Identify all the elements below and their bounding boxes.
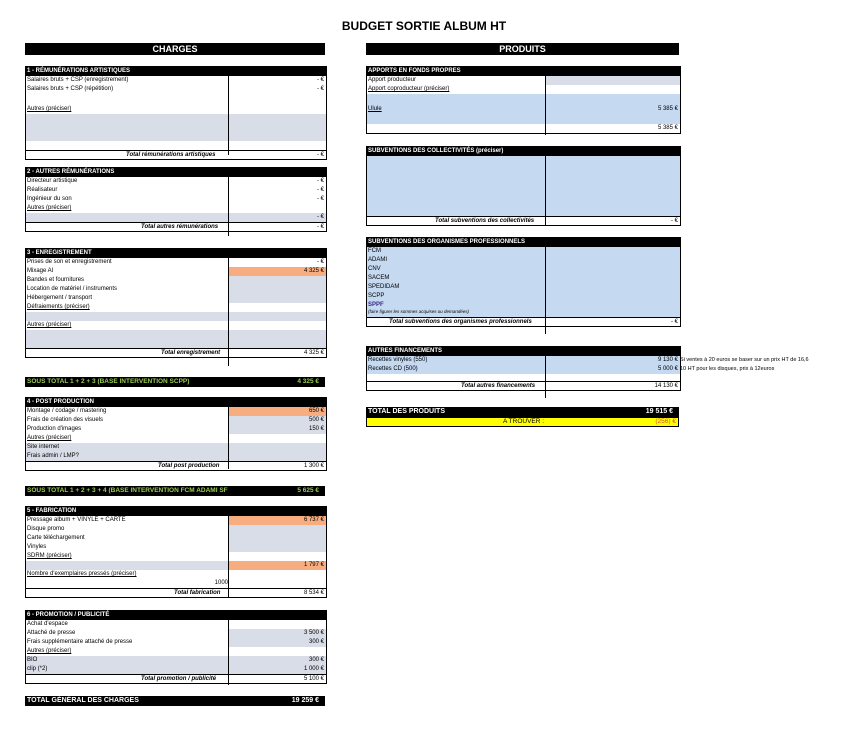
total-value: 4 325 € [303,350,324,356]
row-label: Salaires bruts + CSP (répétition) [27,86,114,92]
row-value: 5 000 € [657,366,678,372]
total-des-produits [366,407,679,417]
total-value: 5 100 € [303,676,324,682]
row-label: Autres (préciser) [27,648,72,654]
row-label: Ingénieur du son [27,196,72,202]
row-value: 6 737 € [303,517,324,523]
row-value: 3 500 € [303,630,324,636]
sous-total-2 [25,486,325,496]
row-value: - € [316,178,324,184]
section-title: 3 - ENREGISTREMENT [27,250,92,256]
row-label: Directeur artistique [27,178,78,184]
section-enregistrement [25,248,327,358]
row-label: Mixage AI [27,268,54,274]
row-label: Frais admin / LMP? [27,453,80,459]
row-label: Hébergement / transport [27,295,93,301]
row-value: - € [316,259,324,265]
note: (faire figurer les sommes acquises ou demandées) [368,309,470,314]
total-general-charges [25,696,325,706]
row-label: Achat d'espace [27,621,68,627]
section-post-production [25,397,327,471]
section-autres-remunerations [25,167,327,232]
row-label: SPEDIDAM [368,284,400,290]
row-label: Frais supplémentaire attaché de presse [27,639,133,645]
row-label: Pressage album + VINYLE + CARTE [27,517,126,523]
row-label: BIO [27,657,38,663]
sous-total-1 [25,377,325,387]
section-fabrication [25,506,327,598]
row-label: Autres (préciser) [27,106,72,112]
row-label: SPPF [368,302,384,308]
section-organismes [366,237,681,327]
row-value: - € [316,196,324,202]
section-autres-financements [366,346,681,391]
total-value: 8 534 € [303,590,324,596]
row-label: Location de matériel / instruments [27,286,118,292]
section-title: SUBVENTIONS DES COLLECTIVITÉS (préciser) [368,148,504,154]
row-value: - € [316,86,324,92]
section-title: 6 - PROMOTION / PUBLICITÉ [27,612,110,618]
section-promotion [25,610,327,684]
sous-total-label: SOUS TOTAL 1 + 2 + 3 + 4 (BASE INTERVENTION FCM ADAMI SF [27,487,228,494]
total-label: Total subventions des organismes professionnels [389,319,532,325]
row-value: 1 000 € [303,666,324,672]
section-title: 2 - AUTRES RÉMUNÉRATIONS [27,169,115,175]
section-title: 5 - FABRICATION [27,508,77,514]
row-value: - € [316,214,324,220]
row-label: Salaires bruts + CSP (enregistrement) [27,77,129,83]
row-value: - € [316,77,324,83]
row-value: 150 € [308,426,324,432]
row-value: 300 € [308,657,324,663]
section-title: 4 - POST PRODUCTION [27,399,95,405]
section-title: 1 - RÉMUNÉRATIONS ARTISTIQUES [27,68,131,74]
row-value: 9 130 € [657,357,678,363]
total-value: - € [670,218,678,224]
page-title: BUDGET SORTIE ALBUM HT [341,19,507,33]
total-value: 14 130 € [654,383,678,389]
row-label: Apport producteur [368,77,417,83]
total-label: Total autres financements [461,383,536,389]
a-trouver-label: A TROUVER : [503,418,545,425]
produits-header: PRODUITS [366,43,679,55]
row-value: 5 385 € [657,106,678,112]
qty-value: 1000 [214,580,228,586]
row-label: SDRM (préciser) [27,553,72,559]
row-value: 650 € [308,408,324,414]
row-label: CNV [368,266,381,272]
row-label: Autres (préciser) [27,435,72,441]
row-label: Autres (préciser) [27,322,72,328]
charges-header: CHARGES [25,43,325,55]
row-value: 4 325 € [303,268,324,274]
row-label: Disque promo [27,526,65,532]
section-title: APPORTS EN FONDS PROPRES [368,68,461,74]
row-label: ADAMI [368,257,388,263]
row-label: Attaché de presse [27,630,76,636]
row-label: Site internet [27,444,60,450]
total-produits-value: 19 515 € [645,408,673,415]
total-label: Total subventions des collectivités [435,218,535,224]
row-label: Ulule [368,106,382,112]
total-value: - € [670,319,678,325]
row-label: Prises de son et enregistrement [27,259,112,265]
row-label: Autres (préciser) [27,205,72,211]
row-value: 300 € [308,639,324,645]
row-label: Recettes CD (500) [368,366,418,372]
row-label: Apport coproducteur (préciser) [368,86,450,92]
row-label: Bandes et fournitures [27,277,85,283]
total-label: Total fabrication [174,590,221,596]
row-label: Recettes vinyles (550) [368,357,428,363]
total-label: Total enregistrement [161,350,221,356]
section-title: AUTRES FINANCEMENTS [368,348,443,354]
sous-total-value: 4 325 € [297,378,319,385]
section-apports [366,66,681,134]
total-value: - € [316,152,324,158]
grand-total-value: 19 259 € [291,697,319,704]
section-remunerations-artistiques [25,66,327,160]
total-produits-label: TOTAL DES PRODUITS [368,408,446,415]
note-cd: 10 HT pour les disques, prix à 12euros [680,366,775,372]
a-trouver-row [366,417,679,427]
total-label: Total promotion / publicité [141,676,217,682]
row-label: SACEM [368,275,390,281]
row-label: Vinyles [27,544,47,550]
sous-total-value: 5 625 € [297,487,319,494]
row-label: Montage / codage / mastering [27,408,107,414]
section-title: SUBVENTIONS DES ORGANISMES PROFESSIONNELS [368,239,526,245]
row-label: SCPP [368,293,385,299]
total-label: Total rémunérations artistiques [126,152,216,158]
total-value: 5 385 € [657,125,678,131]
grand-total-label: TOTAL GÉNÉRAL DES CHARGES [27,697,139,704]
section-collectivites [366,146,681,226]
row-value: 500 € [308,417,324,423]
row-label: clip (*2) [27,666,48,672]
note-vinyles: Si ventes à 20 euros se baser sur un prix HT de 16,6 [680,357,809,363]
total-value: 1 300 € [303,463,324,469]
row-value: - € [316,187,324,193]
sous-total-label: SOUS TOTAL 1 + 2 + 3 (BASE INTERVENTION SCPP) [27,378,190,385]
row-label: Nombre d'exemplaires pressés (préciser) [27,571,137,577]
row-label: Défraiements (préciser) [27,304,90,310]
total-label: Total post production [158,463,220,469]
row-label: Réalisateur [27,187,58,193]
row-value: 1 797 € [303,562,324,568]
row-label: Frais de création des visuels [27,417,104,423]
row-label: Carte téléchargement [27,535,85,541]
a-trouver-value: (256) € [655,418,676,425]
row-label: Production d'images [27,426,82,432]
total-label: Total autres rémunérations [141,224,219,230]
total-value: - € [316,224,324,230]
row-label: FCM [368,248,381,254]
